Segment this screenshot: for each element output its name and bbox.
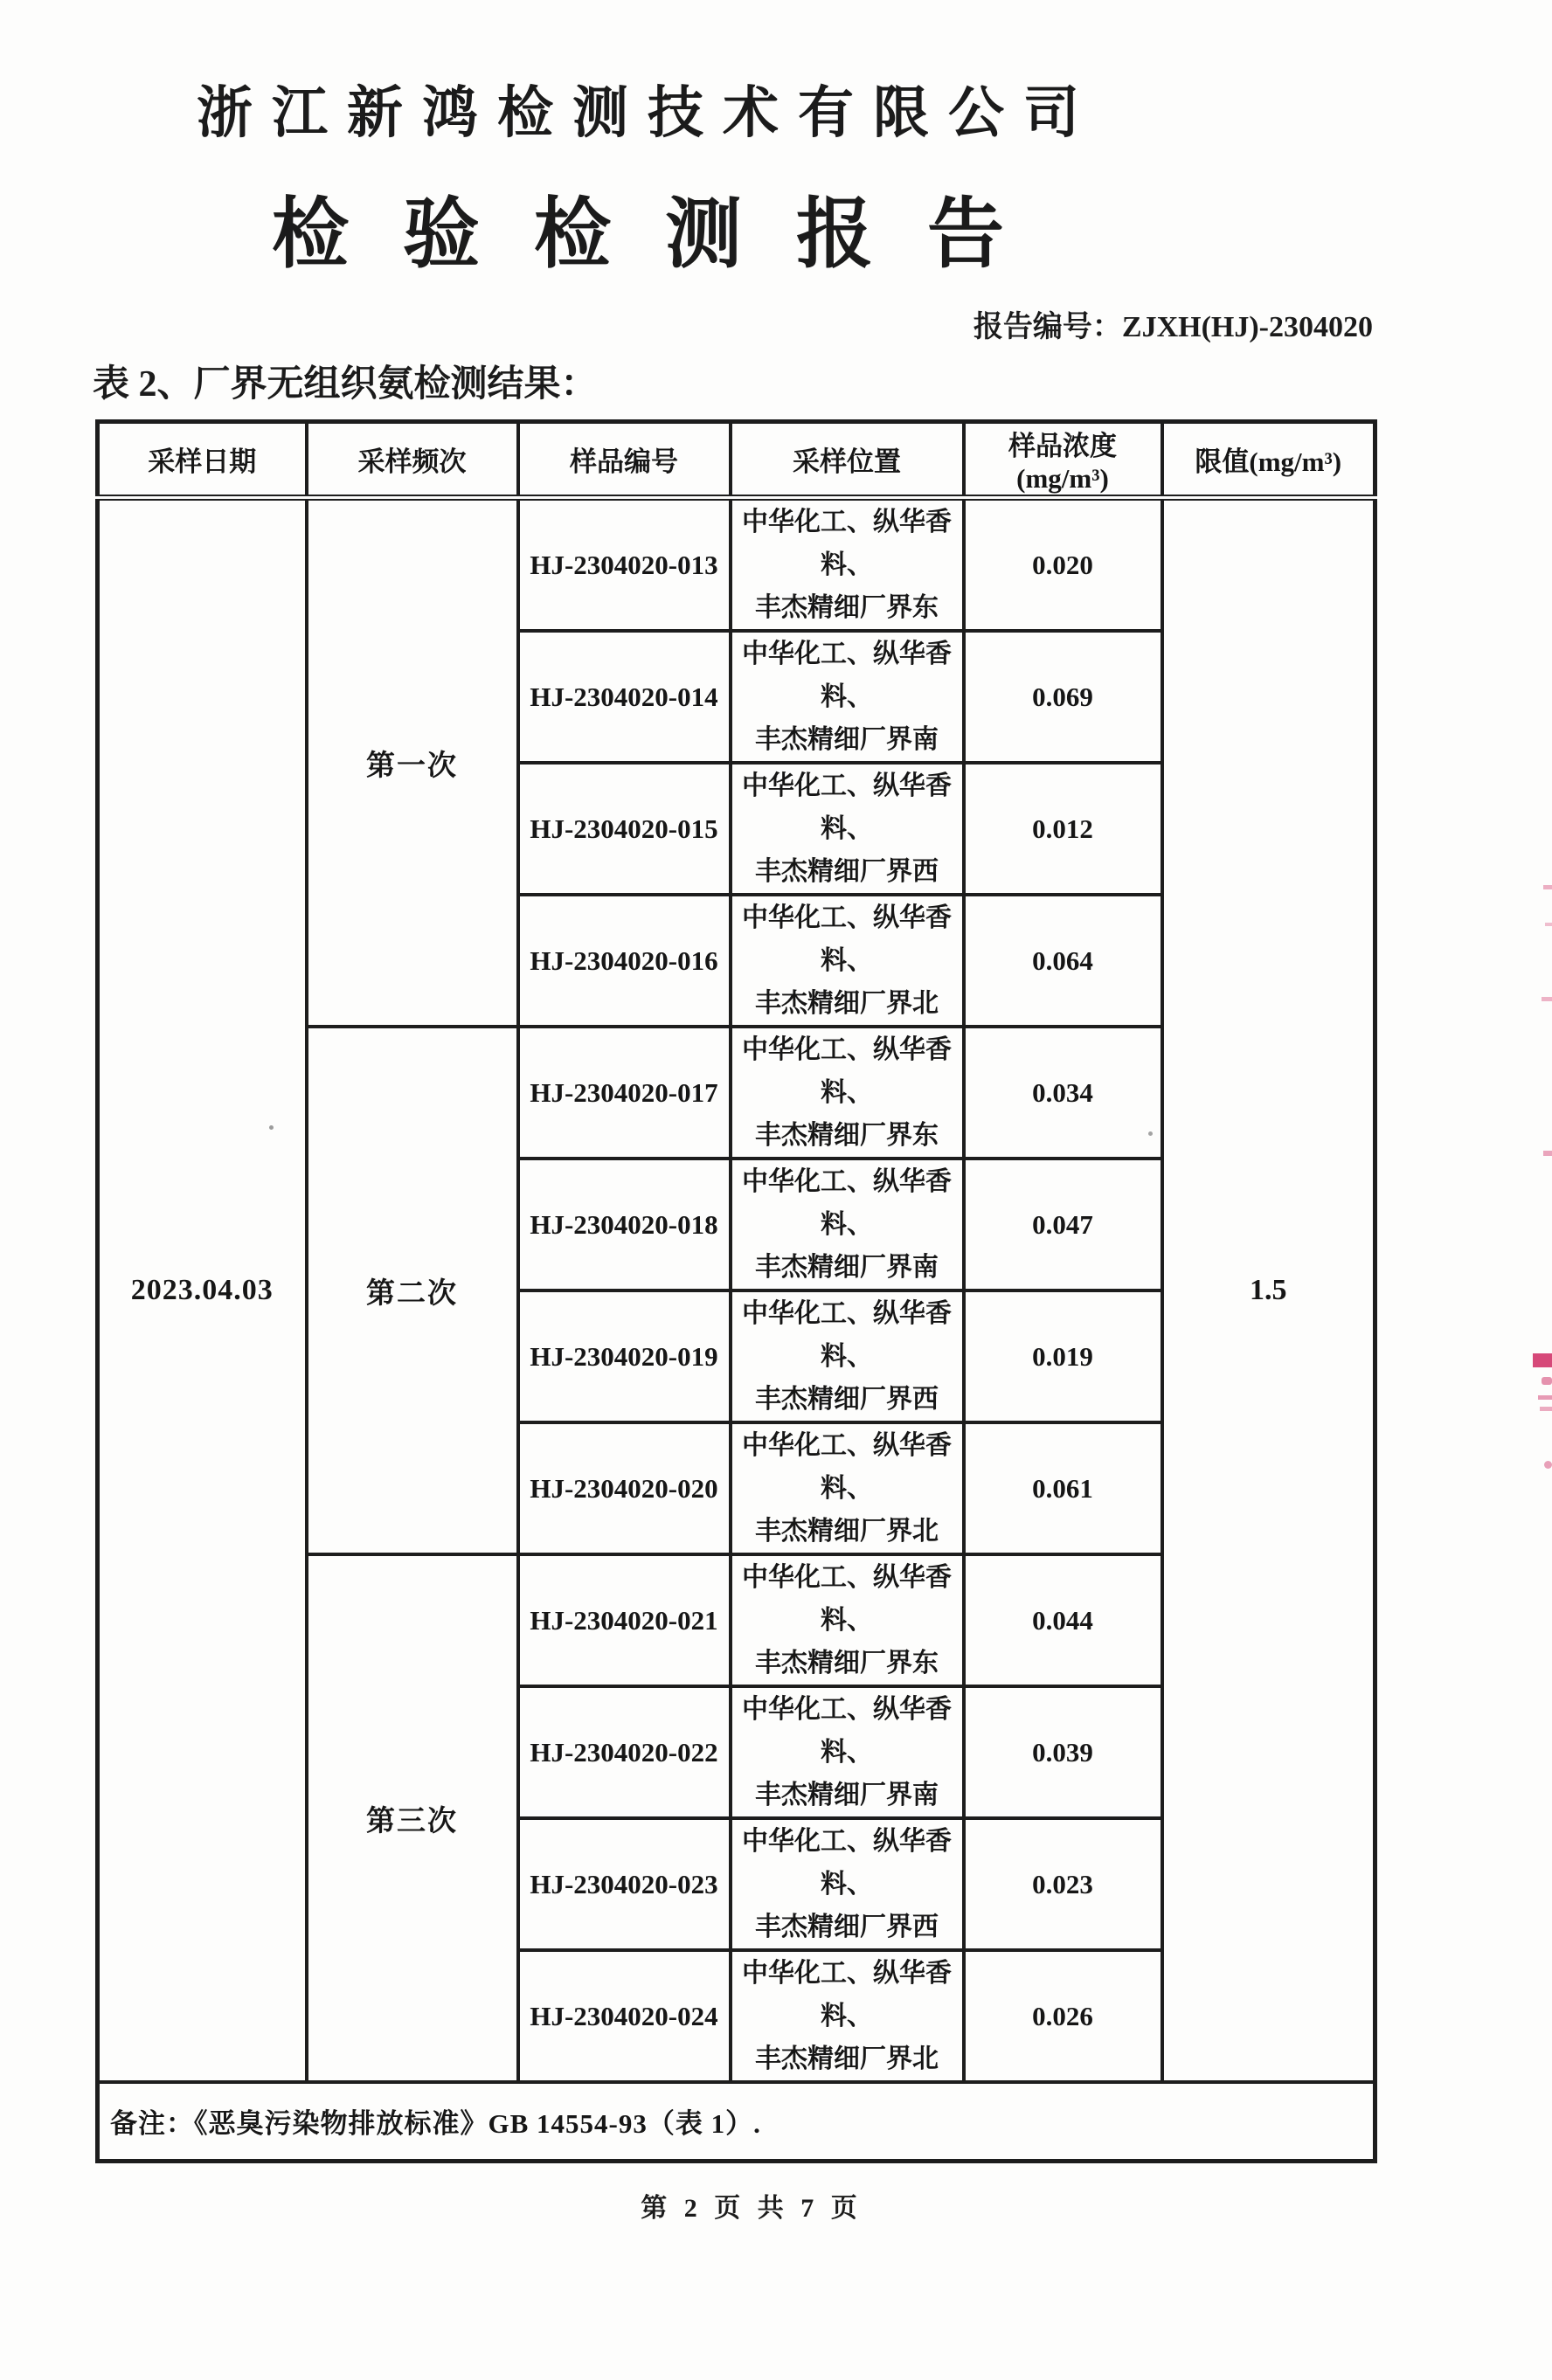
frequency-cell: 第三次 (307, 1554, 518, 2082)
sampling-location-cell: 中华化工、纵华香料、 丰杰精细厂界东 (731, 498, 964, 632)
stamp-fragment (1544, 1461, 1552, 1469)
sample-id-cell: HJ-2304020-014 (518, 631, 731, 763)
stamp-fragment (1538, 1395, 1552, 1400)
sample-id-cell: HJ-2304020-017 (518, 1027, 731, 1159)
sample-id-cell: HJ-2304020-016 (518, 895, 731, 1027)
page-number: 第 2 页 共 7 页 (641, 2194, 863, 2223)
col-header-sample-id: 样品编号 (518, 422, 731, 498)
sampling-location-cell: 中华化工、纵华香料、 丰杰精细厂界东 (731, 1554, 964, 1686)
concentration-cell: 0.034 (964, 1027, 1162, 1159)
col-header-sample-concentration: 样品浓度(mg/m³) (964, 422, 1162, 498)
sampling-location-cell: 中华化工、纵华香料、 丰杰精细厂界南 (731, 1159, 964, 1290)
table-row (98, 498, 1375, 632)
concentration-cell: 0.020 (964, 498, 1162, 632)
scan-speck (269, 1125, 274, 1130)
sample-id-cell: HJ-2304020-021 (518, 1554, 731, 1686)
sampling-date-cell: 2023.04.03 (98, 498, 307, 2083)
ammonia-results-table (95, 419, 1377, 2163)
concentration-cell: 0.019 (964, 1290, 1162, 1422)
note-row (98, 2082, 1375, 2161)
stamp-fragment (1542, 997, 1552, 1001)
results-body (98, 498, 1375, 2083)
concentration-cell: 0.039 (964, 1686, 1162, 1818)
col-header-limit-value: 限值(mg/m³) (1162, 422, 1375, 498)
sample-id-cell: HJ-2304020-013 (518, 498, 731, 632)
col-header-sampling-frequency: 采样频次 (307, 422, 518, 498)
sampling-location-cell: 中华化工、纵华香料、 丰杰精细厂界西 (731, 1818, 964, 1950)
col-header-sampling-location: 采样位置 (731, 422, 964, 498)
stamp-fragment (1542, 1377, 1552, 1385)
header-row (98, 422, 1375, 498)
stamp-fragment (1543, 885, 1552, 889)
limit-value-cell: 1.5 (1162, 498, 1375, 2083)
concentration-cell: 0.023 (964, 1818, 1162, 1950)
concentration-cell: 0.064 (964, 895, 1162, 1027)
scan-speck (1148, 1131, 1153, 1136)
concentration-cell: 0.047 (964, 1159, 1162, 1290)
sample-id-cell: HJ-2304020-023 (518, 1818, 731, 1950)
concentration-cell: 0.061 (964, 1422, 1162, 1554)
col-header-sampling-date: 采样日期 (98, 422, 307, 498)
stamp-fragment (1545, 923, 1552, 926)
concentration-cell: 0.044 (964, 1554, 1162, 1686)
sampling-location-cell: 中华化工、纵华香料、 丰杰精细厂界北 (731, 1950, 964, 2082)
sample-id-cell: HJ-2304020-019 (518, 1290, 731, 1422)
frequency-cell: 第一次 (307, 498, 518, 1027)
sampling-location-cell: 中华化工、纵华香料、 丰杰精细厂界东 (731, 1027, 964, 1159)
table-caption: 表 2、厂界无组织氨检测结果： (93, 364, 598, 405)
stamp-fragment (1543, 1151, 1552, 1156)
sampling-location-cell: 中华化工、纵华香料、 丰杰精细厂界南 (731, 631, 964, 763)
stamp-fragment (1540, 1407, 1552, 1411)
sample-id-cell: HJ-2304020-018 (518, 1159, 731, 1290)
sample-id-cell: HJ-2304020-022 (518, 1686, 731, 1818)
concentration-cell: 0.026 (964, 1950, 1162, 2082)
sampling-location-cell: 中华化工、纵华香料、 丰杰精细厂界西 (731, 1290, 964, 1422)
sample-id-cell: HJ-2304020-020 (518, 1422, 731, 1554)
report-title: 检验检测报告 (271, 193, 1058, 278)
concentration-cell: 0.069 (964, 631, 1162, 763)
concentration-cell: 0.012 (964, 763, 1162, 895)
report-number-value: ZJXH(HJ)-2304020 (1121, 311, 1373, 343)
sampling-location-cell: 中华化工、纵华香料、 丰杰精细厂界北 (731, 895, 964, 1027)
stamp-fragment (1533, 1353, 1552, 1367)
sample-id-cell: HJ-2304020-015 (518, 763, 731, 895)
sample-id-cell: HJ-2304020-024 (518, 1950, 731, 2082)
frequency-cell: 第二次 (307, 1027, 518, 1554)
sampling-location-cell: 中华化工、纵华香料、 丰杰精细厂界北 (731, 1422, 964, 1554)
sampling-location-cell: 中华化工、纵华香料、 丰杰精细厂界西 (731, 763, 964, 895)
report-number-label: 报告编号： (973, 311, 1122, 343)
sampling-location-cell: 中华化工、纵华香料、 丰杰精细厂界南 (731, 1686, 964, 1818)
report-number-line (524, 302, 1373, 345)
company-name: 浙江新鸿检测技术有限公司 (197, 82, 1098, 144)
note-cell: 备注：《恶臭污染物排放标准》GB 14554-93（表 1）. (98, 2082, 1375, 2161)
